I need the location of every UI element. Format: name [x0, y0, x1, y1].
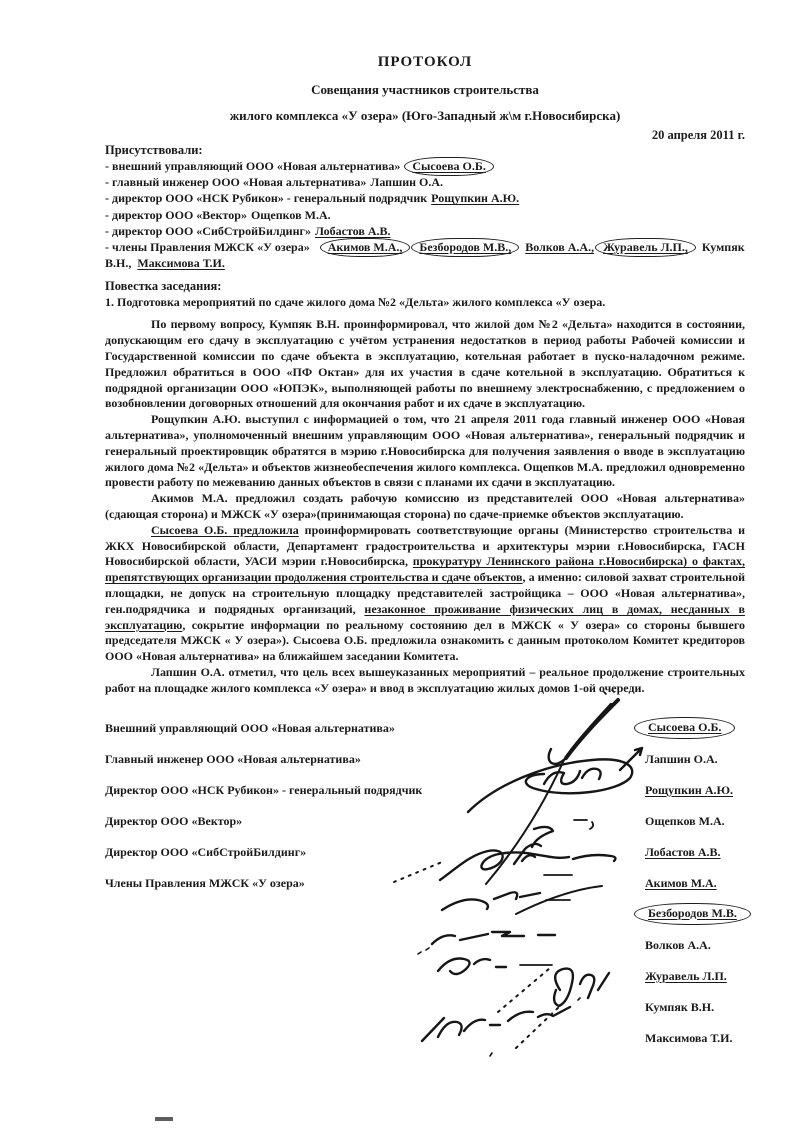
- attendee-line: [105, 174, 745, 190]
- signature-row: [105, 783, 745, 814]
- signature-name: Лобастов А.В.: [645, 844, 721, 859]
- circled-signature-name: Безбородов М.В.: [634, 903, 751, 925]
- text-fragment: проинформировать соответствующие органы (Министерство строительства и ЖКХ Новосибирской области, Департамент градостроительства и архитектуры мэрии г.Новосибирска, ГАСН Новосибирской области, УАСИ мэрии г.Новосибирска,: [105, 522, 745, 569]
- document-date: 20 апреля 2011 г.: [651, 128, 745, 142]
- attendee-name: Максимова Т.И.: [137, 256, 225, 271]
- signature-name: Акимов М.А.: [645, 875, 717, 890]
- signature-row: [105, 1000, 745, 1031]
- attendee-line: [105, 223, 745, 239]
- body-text: [105, 317, 745, 696]
- circled-name: Журавель Л.П.,: [595, 238, 696, 257]
- document-subtitle-2: жилого комплекса «У озера» (Юго-Западный ж\м г.Новосибирска): [229, 108, 621, 123]
- signature-name: Максимова Т.И.: [645, 1030, 733, 1045]
- attendee-name: Ощепков М.А.: [250, 207, 331, 222]
- text-fragment: , сокрытие информации по реальному состоянию дел в МЖСК « У озера» со стороны бывшего председателя МЖСК « У озера»). Сысоева О.Б. предложила ознакомить с данным протоколом Комитет кредиторов ООО «Новая альтернатива» на ближайшем заседании Комитета.: [105, 617, 745, 664]
- attendee-role: - директор ООО «СибСтройБилдинг»: [105, 223, 311, 238]
- paragraph-5: Лапшин О.А. отметил, что цель всех вышеуказанных мероприятий – реальное продолжение строительных работ на площадке жилого комплекса «У озера» и ввод в эксплуатацию жилых домов 1-ой очереди.: [105, 664, 745, 695]
- signature-row: [105, 721, 745, 752]
- attendee-role: - директор ООО «Вектор»: [105, 207, 247, 222]
- signature-role: Члены Правления МЖСК «У озера»: [105, 875, 305, 890]
- attendee-line: [105, 158, 745, 174]
- signature-role: Внешний управляющий ООО «Новая альтернатива»: [105, 720, 395, 735]
- signature-role: Главный инженер ООО «Новая альтернатива»: [105, 751, 361, 766]
- signature-name: Лапшин О.А.: [645, 751, 718, 766]
- attendee-name: Лобастов А.В.: [314, 223, 391, 238]
- signature-row: [105, 1031, 745, 1062]
- circled-name: Акимов М.А.,: [320, 238, 411, 257]
- paragraph-3: Акимов М.А. предложил создать рабочую комиссию из представителей ООО «Новая альтернатива» (сдающая сторона) и МЖСК «У озера»(принимающая сторона) по сдаче-приемке объектов эксплуатацию.: [105, 491, 745, 521]
- paragraph-2: Рощупкин А.Ю. выступил с информацией о том, что 21 апреля 2011 года главный инженер ООО «Новая альтернатива», уполномоченный внешним управляющим ООО «Новая альтернатива», генеральный подрядчик и генеральный проектировщик обратятся в мэрию г.Новосибирска для получения заявления о вводе в эксплуатацию жилого дома №2 «Дельта» и объектов жизнеобеспечения жилого комплекса. Ощепков М.А. предложил одновременно провести работу по межеванию данных объектов в связи с планами их сдачи в эксплуатацию.: [105, 412, 745, 490]
- circled-name: Безбородов М.В.,: [411, 238, 519, 257]
- underlined-fragment: незаконное проживание физических лиц в домах, несданных в эксплуатацию: [105, 601, 745, 632]
- signature-role: Директор ООО «Вектор»: [105, 813, 243, 828]
- underlined-fragment: Сысоева О.Б. предложила: [151, 522, 299, 537]
- scan-artifact-mark: [155, 1117, 173, 1121]
- paragraph-1: По первому вопросу, Кумпяк В.Н. проинформировал, что жилой дом №2 «Дельта» находится в состоянии, допускающим его сдачу в эксплуатацию с учётом устранения недостатков в период работы Рабочей комиссии и Государственной комиссии по сдаче объекта в эксплуатацию, котельная работает в пуско-наладочном режиме. Предложил обратиться в ООО «ПФ Октан» для их участия в сдаче котельной в эксплуатацию. Обратиться к подрядной организации ООО «ЮПЭК», выполняющей работы по внешнему электроснабжению, с предложением о возобновлении договорных отношений для окончания работ и их сдаче в эксплуатацию.: [105, 317, 745, 411]
- signature-name: Волков А.А.: [645, 937, 711, 952]
- signature-name: Ощепков М.А.: [645, 813, 725, 828]
- paragraph-4: [105, 523, 745, 665]
- page-title: ПРОТОКОЛ: [377, 54, 473, 70]
- attendee-name: Лапшин О.А.: [370, 175, 444, 190]
- signature-row: [105, 752, 745, 783]
- attendee-line: [105, 207, 745, 223]
- attendee-line-board-members: [105, 239, 745, 271]
- circled-name: Сысоева О.Б.: [404, 157, 493, 176]
- attendee-role: - члены Правления МЖСК «У озера»: [105, 240, 310, 255]
- underlined-fragment: прокуратуру Ленинского района г.Новосибирска) о фактах, препятствующих организации продолжения строительства и сдаче объектов: [105, 554, 745, 585]
- text-fragment: , а именно: силовой захват строительной площадки, не допуск на строительную площадку представителей застройщика – ООО «Новая альтернатива», ген.подрядчика и подрядных организаций,: [105, 570, 745, 616]
- agenda-item: 1. Подготовка мероприятий по сдаче жилого дома №2 «Дельта» жилого комплекса «У озера.: [105, 295, 606, 310]
- attendee-line: [105, 190, 745, 206]
- signature-role: Директор ООО «НСК Рубикон» - генеральный подрядчик: [105, 782, 423, 797]
- signature-name: Кумпяк В.Н.: [645, 999, 715, 1014]
- signature-row: [105, 969, 745, 1000]
- attendee-role: - внешний управляющий ООО «Новая альтернатива»: [105, 159, 401, 173]
- signature-row: [105, 845, 745, 876]
- attendee-name: Рощупкин А.Ю.: [431, 191, 520, 206]
- signature-row: [105, 938, 745, 969]
- signature-name: Журавель Л.П.: [645, 968, 727, 983]
- attendee-name: Волков А.А.,: [525, 240, 595, 255]
- attendee-role: - директор ООО «НСК Рубикон» - генеральный подрядчик: [105, 191, 428, 206]
- agenda-heading: Повестка заседания:: [105, 279, 222, 294]
- signature-block: [105, 721, 745, 1062]
- circled-signature-name: Сысоева О.Б.: [634, 717, 735, 739]
- attendee-role: - главный инженер ООО «Новая альтернатива»: [105, 175, 367, 190]
- signature-role: Директор ООО «СибСтройБилдинг»: [105, 844, 307, 859]
- signature-row: [105, 814, 745, 845]
- document-subtitle-1: Совещания участников строительства: [311, 82, 539, 97]
- signature-row: [105, 907, 745, 938]
- attendees-heading: Присутствовали:: [105, 143, 203, 157]
- signature-name: Рощупкин А.Ю.: [645, 782, 733, 797]
- signature-row: [105, 876, 745, 907]
- document-content: [105, 54, 745, 1062]
- attendee-name: Кумпяк В.Н.,: [105, 240, 745, 271]
